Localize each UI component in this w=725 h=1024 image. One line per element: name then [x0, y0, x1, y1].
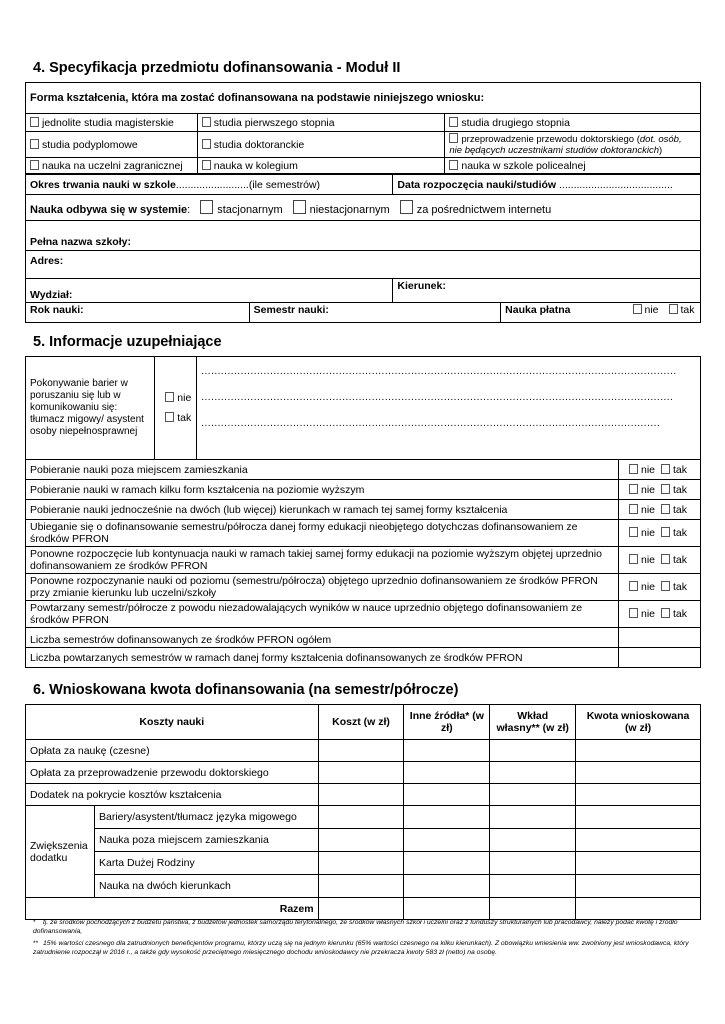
faculty-field[interactable]: Wydział:: [26, 279, 393, 303]
footnote-1: * tj. ze środków pochodzących z budżetu państwa, z budżetów jednostek samorządu terytorialnego, ze środków własnych szkół i uczelni oraz z funduszy strukturalnych lub pracodawcy, należy podać kwotę i źródło dofinansowania,: [33, 919, 678, 935]
row-semesters-count: Liczba semestrów dofinansowanych ze środków PFRON ogółem: [26, 628, 619, 648]
amount-cell[interactable]: [576, 875, 701, 898]
row-tuition: Opłata za naukę (czesne): [26, 740, 319, 762]
amount-cell[interactable]: [490, 806, 576, 829]
option-uniform-master[interactable]: jednolite studia magisterskie: [26, 114, 198, 132]
yes-no-options: nie tak: [618, 480, 700, 500]
amount-cell[interactable]: [576, 740, 701, 762]
amount-cell[interactable]: [318, 762, 404, 784]
row-two-directions-cost: Nauka na dwóch kierunkach: [94, 875, 318, 898]
semester-field[interactable]: Semestr nauki:: [249, 303, 501, 323]
checkbox-icon[interactable]: [661, 608, 670, 618]
amount-cell[interactable]: [490, 740, 576, 762]
checkbox-icon[interactable]: [30, 160, 39, 170]
row-barriers: Bariery/asystent/tłumacz języka migowego: [94, 806, 318, 829]
checkbox-icon[interactable]: [202, 139, 211, 149]
checkbox-icon[interactable]: [202, 160, 211, 170]
amount-cell[interactable]: [404, 875, 490, 898]
header-other-sources: Inne źródła* (w zł): [404, 705, 490, 740]
repeated-count-input[interactable]: [618, 648, 700, 668]
amount-cell[interactable]: [318, 852, 404, 875]
start-date-field[interactable]: Data rozpoczęcia nauki/studiów .......................................: [393, 175, 701, 195]
option-doctoral[interactable]: studia doktoranckie: [197, 132, 445, 158]
amount-cell[interactable]: [490, 852, 576, 875]
row-two-directions: Pobieranie nauki jednocześnie na dwóch (lub więcej) kierunkach w ramach tej samej formy kształcenia: [26, 500, 619, 520]
address-field[interactable]: Adres:: [26, 251, 701, 279]
checkbox-icon[interactable]: [202, 117, 211, 127]
option-first-degree[interactable]: studia pierwszego stopnia: [197, 114, 445, 132]
total-cell[interactable]: [576, 898, 701, 920]
checkbox-icon[interactable]: [661, 484, 670, 494]
amount-cell[interactable]: [404, 829, 490, 852]
row-new-semester: Ubieganie się o dofinansowanie semestru/półrocza danej formy edukacji nieobjętego dotychczas dofinansowaniem ze środków PFRON: [26, 520, 619, 547]
checkbox-icon[interactable]: [449, 160, 458, 170]
duration-field[interactable]: Okres trwania nauki w szkole.........................(ile semestrów): [26, 175, 393, 195]
amount-cell[interactable]: [576, 829, 701, 852]
amount-cell[interactable]: [490, 784, 576, 806]
checkbox-icon[interactable]: [449, 117, 458, 127]
total-label: Razem: [26, 898, 319, 920]
total-cell[interactable]: [318, 898, 404, 920]
amount-cell[interactable]: [490, 829, 576, 852]
checkbox-icon[interactable]: [661, 504, 670, 514]
system-field: Nauka odbywa się w systemie: stacjonarnym niestacjonarnym za pośrednictwem internetu: [26, 195, 701, 221]
paid-field: Nauka płatna nie tak: [501, 303, 701, 323]
checkbox-icon[interactable]: [629, 554, 638, 564]
total-cell[interactable]: [404, 898, 490, 920]
form-of-education-table: [25, 82, 701, 174]
checkbox-icon[interactable]: [629, 581, 638, 591]
checkbox-icon[interactable]: [661, 464, 670, 474]
year-field[interactable]: Rok nauki:: [26, 303, 250, 323]
row-doctoral-fee: Opłata za przeprowadzenie przewodu doktorskiego: [26, 762, 319, 784]
amount-cell[interactable]: [404, 806, 490, 829]
amount-cell[interactable]: [490, 875, 576, 898]
supplementary-info-table: [25, 356, 701, 668]
barrier-input[interactable]: ................................................................................................................................................. ................................................................................................................................................ ............................................................................................................................................: [197, 357, 701, 460]
option-post-secondary[interactable]: nauka w szkole policealnej: [445, 158, 701, 174]
row-several-forms: Pobieranie nauki w ramach kilku form kształcenia na poziomie wyższym: [26, 480, 619, 500]
checkbox-icon[interactable]: [293, 200, 306, 214]
checkbox-icon[interactable]: [661, 527, 670, 537]
amount-cell[interactable]: [576, 852, 701, 875]
checkbox-icon[interactable]: [669, 304, 678, 314]
row-restart: Ponowne rozpoczęcie lub kontynuacja nauki w ramach takiej samej formy edukacji na poziomie wyższym objętej uprzednio dofinansowaniem ze środków PFRON: [26, 547, 619, 574]
checkbox-icon[interactable]: [629, 608, 638, 618]
row-education-allowance: Dodatek na pokrycie kosztów kształcenia: [26, 784, 319, 806]
section-5-title: 5. Informacje uzupełniające: [33, 334, 222, 350]
direction-field[interactable]: Kierunek:: [393, 279, 701, 303]
option-foreign-university[interactable]: nauka na uczelni zagranicznej: [26, 158, 198, 174]
row-restart-change: Ponowne rozpoczynanie nauki od poziomu (semestru/półrocza) objętego uprzednio dofinansowaniem ze środków PFRON przy zmianie kierunku lub uczelni/szkoły: [26, 574, 619, 601]
funding-amount-table: [25, 704, 701, 920]
checkbox-icon[interactable]: [629, 464, 638, 474]
amount-cell[interactable]: [404, 762, 490, 784]
row-repeated-count: Liczba powtarzanych semestrów w ramach danej formy kształcenia dofinansowanych ze środków PFRON: [26, 648, 619, 668]
checkbox-icon[interactable]: [629, 504, 638, 514]
amount-cell[interactable]: [490, 762, 576, 784]
yes-no-options: nie tak: [618, 460, 700, 480]
amount-cell[interactable]: [404, 784, 490, 806]
checkbox-icon[interactable]: [200, 200, 213, 214]
yes-no-options: nie tak: [618, 574, 700, 601]
checkbox-icon[interactable]: [30, 139, 39, 149]
option-second-degree[interactable]: studia drugiego stopnia: [445, 114, 701, 132]
section-4-title: 4. Specyfikacja przedmiotu dofinansowania - Moduł II: [33, 60, 401, 76]
option-college[interactable]: nauka w kolegium: [197, 158, 445, 174]
yes-no-options: nie tak: [618, 520, 700, 547]
checkbox-icon[interactable]: [661, 554, 670, 564]
header-costs: Koszty nauki: [26, 705, 319, 740]
footnote-2: ** 15% wartości czesnego dla zatrudnionych beneficjentów programu, którzy uczą się na jednym kierunku (65% wartości czesnego na kilku kierunkach). Z obowiązku wniesienia ww. zwolniony jest wnioskodawca, który zatrudnienie rozpoczął w 2016 r., a także gdy wysokość przeciętnego miesięcznego dochodu wnioskodawcy nie przekracza kwoty 583 zł (netto) na osobę.: [33, 940, 689, 956]
row-large-family-card: Karta Dużej Rodziny: [94, 852, 318, 875]
form-header: Forma kształcenia, która ma zostać dofinansowana na podstawie niniejszego wniosku:: [26, 83, 701, 114]
option-doctoral-procedure[interactable]: przeprowadzenie przewodu doktorskiego (dot. osób, nie będących uczestnikami studiów doktoranckich): [445, 132, 701, 158]
header-requested-amount: Kwota wnioskowana (w zł): [576, 705, 701, 740]
total-cell[interactable]: [490, 898, 576, 920]
section-6-title: 6. Wnioskowana kwota dofinansowania (na semestr/półrocze): [33, 682, 459, 698]
checkbox-icon[interactable]: [629, 527, 638, 537]
header-own-contribution: Wkład własny** (w zł): [490, 705, 576, 740]
amount-cell[interactable]: [576, 806, 701, 829]
checkbox-icon[interactable]: [661, 581, 670, 591]
school-name-field[interactable]: Pełna nazwa szkoły:: [26, 221, 701, 251]
checkbox-icon[interactable]: [629, 484, 638, 494]
header-cost: Koszt (w zł): [318, 705, 404, 740]
barrier-label: Pokonywanie barier w poruszaniu się lub w komunikowaniu się: tłumacz migowy/ asystent osoby niepełnosprawnej: [26, 357, 155, 460]
increase-label: Zwiększenia dodatku: [26, 806, 95, 898]
barrier-options: nie tak: [155, 357, 197, 460]
amount-cell[interactable]: [404, 740, 490, 762]
row-repeated-semester: Powtarzany semestr/półrocze z powodu niezadowalających wyników w nauce uprzednio objętego dofinansowaniem ze środków PFRON: [26, 601, 619, 628]
amount-cell[interactable]: [318, 784, 404, 806]
checkbox-icon[interactable]: [449, 133, 458, 143]
amount-cell[interactable]: [318, 740, 404, 762]
yes-no-options: nie tak: [618, 601, 700, 628]
checkbox-icon[interactable]: [165, 392, 174, 402]
semesters-count-input[interactable]: [618, 628, 700, 648]
row-outside-residence-cost: Nauka poza miejscem zamieszkania: [94, 829, 318, 852]
amount-cell[interactable]: [318, 829, 404, 852]
checkbox-icon[interactable]: [30, 117, 39, 127]
amount-cell[interactable]: [404, 852, 490, 875]
amount-cell[interactable]: [576, 762, 701, 784]
study-details-table: [25, 174, 701, 323]
checkbox-icon[interactable]: [165, 412, 174, 422]
amount-cell[interactable]: [318, 875, 404, 898]
option-postgraduate[interactable]: studia podyplomowe: [26, 132, 198, 158]
checkbox-icon[interactable]: [400, 200, 413, 214]
amount-cell[interactable]: [576, 784, 701, 806]
amount-cell[interactable]: [318, 806, 404, 829]
checkbox-icon[interactable]: [633, 304, 642, 314]
yes-no-options: nie tak: [618, 547, 700, 574]
row-outside-residence: Pobieranie nauki poza miejscem zamieszkania: [26, 460, 619, 480]
yes-no-options: nie tak: [618, 500, 700, 520]
